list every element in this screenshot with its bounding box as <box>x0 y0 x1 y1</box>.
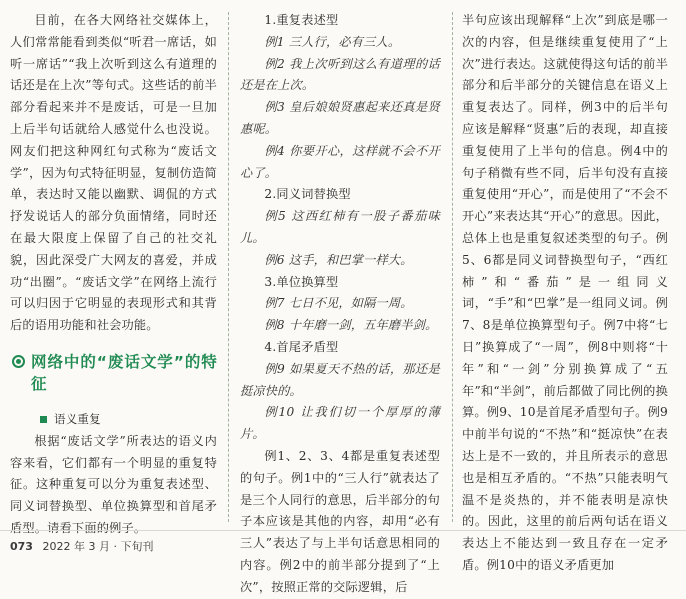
category-label: 3.单位换算型 <box>264 274 339 289</box>
column-3 <box>462 10 668 577</box>
issue-date: 2022 年 3 月 · 下旬刊 <box>42 540 154 553</box>
example-sentence: 例8 十年磨一剑，五年磨半剑。 <box>264 318 438 333</box>
analysis-continued: 半句应该出现解释“上次”到底是哪一次的内容，但是继续重复使用了“上次”进行表达。这就使得这句话的前半部分和后半部分的关键信息在语义上重复表达了。同样，例3中的后半句应该是解释“贤惠”后的表现，却直接重复使用了上半句的信息。例4中的句子稍微有些不同，后半句没有直接重复使用“开心”，而是使用了“不会不开心”来表达其“开心”的意思。因此，总体上也是重复叙述类型的句子。例5、6都是同义词替换型句子，“西红柿”和“番茄”是一组同义词，“手”和“巴掌”是一组同义词。例7、8是单位换算型句子。例7中将“七日”换算成了“一周”，例8中则将“十年”和“一剑”分别换算成了“五年”和“半剑”，前后都做了同比例的换算。例9、10是首尾矛盾型句子。例9中前半句说的“不热”和“挺凉快”在表达上是不一致的，并且所表示的意思也是相互矛盾的。“不热”只能表明气温不是炎热的，并不能表明是凉快的。因此，这里的前后两句话在语义表达上不能达到一致且存在一定矛盾。例10中的语义矛盾更加 <box>462 13 668 572</box>
example-sentence: 例9 如果夏天不热的话，那还是挺凉快的。 <box>240 361 440 398</box>
category-label: 2.同义词替换型 <box>264 187 351 202</box>
example-sentence: 例4 你要开心，这样就不会不开心了。 <box>240 143 440 180</box>
intro-paragraph: 目前，在各大网络社交媒体上，人们常常能看到类似“听君一席话，如听一席话”“我上次听到这么有道理的话还是在上次”等句式。这些话的前半部分看起来并不是废话，可是一旦加上后半句话就给人感觉什么也没说。网友们把这种网红句式称为“废话文学”，因为句式特征明显，复制仿造简单，表达时又能以幽默、调侃的方式抒发说话人的部分负面情绪，同时还在最大限度上保留了自己的社交礼貌，因此深受广大网友的喜爱，并成功“出圈”。“废话文学”在网络上流行可以归因于它明显的表现形式和其背后的语用功能和社会功能。 <box>10 13 217 333</box>
target-bullet-icon <box>12 355 25 368</box>
category-label: 4.首尾矛盾型 <box>264 339 339 354</box>
subheading <box>40 409 217 431</box>
column-1 <box>10 10 217 540</box>
page-footer <box>10 538 153 554</box>
column-2 <box>240 10 440 599</box>
page-number: 073 <box>10 540 33 553</box>
example-sentence: 例6 这手，和巴掌一样大。 <box>264 252 413 267</box>
example-sentence: 例10 让我们切一个厚厚的薄片。 <box>240 405 440 442</box>
col2-item: 1.重复表述型 <box>264 13 339 27</box>
column-divider <box>452 12 453 522</box>
body-paragraph: 根据“废话文学”所表达的语义内容来看，它们都有一个明显的重复特征。这种重复可以分为重复表述型、同义词替换型、单位换算型和首尾矛盾型。请看下面的例子。 <box>10 433 217 535</box>
example-sentence: 例5 这西红柿有一股子番茄味儿。 <box>240 209 440 245</box>
section-heading <box>10 351 217 395</box>
example-sentence: 例1 三人行，必有三人。 <box>264 34 401 49</box>
example-sentence: 例7 七日不见，如隔一周。 <box>264 296 413 311</box>
subheading-text: 语义重复 <box>54 411 101 426</box>
column-divider <box>228 12 229 522</box>
footer-divider <box>0 530 686 531</box>
example-sentence: 例2 我上次听到这么有道理的话还是在上次。 <box>240 56 440 93</box>
analysis-paragraph: 例1、2、3、4都是重复表述型的句子。例1中的“三人行”就表达了是三个人同行的意思，后半部分的句子本应该是其他的内容，却用“必有三人”表达了与上半句话意思相同的内容。例2中的前半部分提到了“上次”，按照正常的交际逻辑，后 <box>240 448 440 594</box>
square-bullet-icon <box>40 416 47 423</box>
section-heading-text: 网络中的“废话文学”的特征 <box>31 352 217 393</box>
example-sentence: 例3 皇后娘娘贤惠起来还真是贤惠呢。 <box>240 100 440 136</box>
